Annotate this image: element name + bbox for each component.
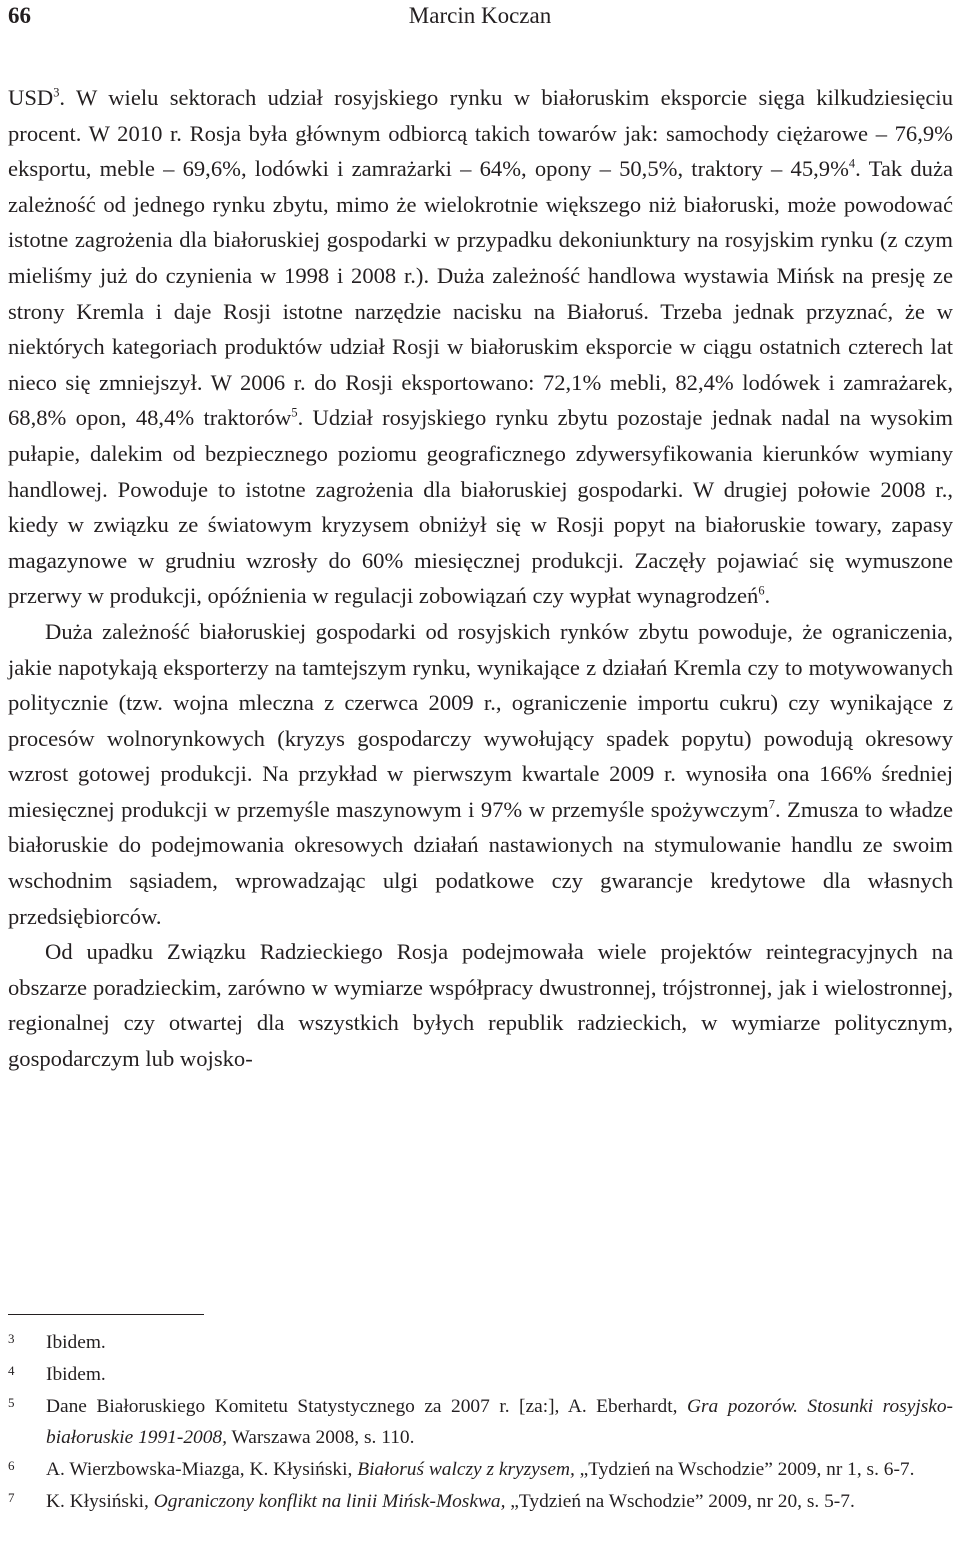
footnote-title: Ograniczony konflikt na linii Mińsk-Moskwa, <box>153 1491 506 1513</box>
footnote-ref-6: 6 <box>758 583 765 598</box>
footnote-number: 3 <box>8 1331 15 1346</box>
footnote-title: Białoruś walczy z kryzysem, <box>357 1458 575 1480</box>
footnote-7: 7 K. Kłysiński, Ograniczony konflikt na linii Mińsk-Moskwa, „Tydzień na Wschodzie” 2009, nr 20, s. 5-7. <box>8 1487 953 1517</box>
page-number: 66 <box>8 3 31 28</box>
footnote-ref-3: 3 <box>53 85 60 100</box>
footnote-number: 6 <box>8 1457 15 1473</box>
paragraph-3: Od upadku Związku Radzieckiego Rosja podejmowała wiele projektów reintegracyjnych na obszarze poradzieckim, zarówno w wymiarze współpracy dwustronnej, trójstronnej, jak i wielostronnej, regionalnej czy otwartej dla wszystkich byłych republik radzieckich, w wymiarze politycznym, gospodarczym lub wojsko- <box>8 939 953 1072</box>
paragraph-1: USD$^3$. W wielu sektorach udział rosyjskiego rynku w białoruskim eksporcie sięga kilkudziesięciu procent. W 2010 r. Rosja była głównym odbiorcą takich towarów jak: samochody ciężarowe – 76,9% eksportu, meble – 69,6%, lodówki i zamrażarki – 64%, opony – 50,5%, traktory – 45,9%$^4$. Tak duża zależność od jednego rynku zbytu, mimo że wielokrotnie większego niż białoruski, może powodować istotne zagrożenia dla białoruskiej gospodarki w przypadku dekoniunktury na rosyjskim rynku (z czym mieliśmy już do czynienia w 1998 i 2008 r.). Duża zależność handlowa wystawia Mińsk na presję ze strony Kremla i daje Rosji istotne narzędzie nacisku na Białoruś. Trzeba jednak przyznać, że w niektórych kategoriach produktów udział Rosji w białoruskim eksporcie w ciągu ostatnich czterech lat nieco się zmniejszył. W 2006 r. do Rosji eksportowano: 72,1% mebli, 82,4% lodówek i zamrażarek, 68,8% opon, 48,4% traktorów$^5$. Udział rosyjskiego rynku zbytu pozostaje jednak nadal na wysokim pułapie, dalekim od bezpiecznego poziomu geograficznego zdywersyfikowania kierunków wymiany handlowej. Powoduje to istotne zagrożenia dla białoruskiej gospodarki. W drugiej połowie 2008 r., kiedy w związku ze światowym kryzysem obniżył się w Rosji popyt na białoruskie towary, zapasy magazynowe w grudniu wzrosły do 60% miesięcznej produkcji. Zaczęły pojawiać się wymuszone przerwy w produkcji, opóźnienia w regulacji zobowiązań czy wypłat wynagrodzeń$^6$. <box>8 85 953 609</box>
footnote-3: 3 Ibidem. <box>8 1328 953 1358</box>
footnote-5: 5 Dane Białoruskiego Komitetu Statystycznego za 2007 r. [za:], A. Eberhardt, Gra pozorów. Stosunki rosyjsko-białoruskie 1991-2008, Warszawa 2008, s. 110. <box>8 1392 953 1452</box>
footnote-4: 4 Ibidem. <box>8 1360 953 1390</box>
footnote-ref-4: 4 <box>848 156 856 171</box>
footnote-ref-7: 7 <box>768 797 775 812</box>
footnote-title: Gra pozorów. Stosunki rosyjsko-białoruskie 1991-2008, <box>46 1396 954 1448</box>
page-header <box>8 2 952 32</box>
footnote-number: 5 <box>8 1395 15 1411</box>
footnote-number: 7 <box>8 1490 15 1506</box>
footnote-6: 6 A. Wierzbowska-Miazga, K. Kłysiński, Białoruś walczy z kryzysem, „Tydzień na Wschodzie” 2009, nr 1, s. 6-7. <box>8 1455 953 1485</box>
running-head-author: Marcin Koczan <box>408 3 552 28</box>
main-text <box>8 80 953 1077</box>
footnote-divider <box>8 1314 204 1315</box>
paragraph-2: Duża zależność białoruskiej gospodarki od rosyjskich rynków zbytu powoduje, że ograniczenia, jakie napotykają eksporterzy na tamtejszym rynku, wynikające z działań Kremla czy to motywowanych politycznie (tzw. wojna mleczna z czerwca 2009 r., ograniczenie importu cukru) czy wynikające z procesów wolnorynkowych (kryzys gospodarczy wywołujący spadek popytu) powodują okresowy wzrost gotowej produkcji. Na przykład w pierwszym kwartale 2009 r. wynosiła ona 166% średniej miesięcznej produkcji w przemyśle maszynowym i 97% w przemyśle spożywczym$^7$. Zmusza to władze białoruskie do podejmowania okresowych działań nastawionych na stymulowanie handlu ze swoim wschodnim sąsiadem, wprowadzając ulgi podatkowe czy gwarancje kredytowe dla własnych przedsiębiorców. <box>8 618 953 929</box>
footnotes <box>8 1328 953 1519</box>
footnote-ref-5: 5 <box>291 405 298 420</box>
footnote-number: 4 <box>8 1363 15 1379</box>
